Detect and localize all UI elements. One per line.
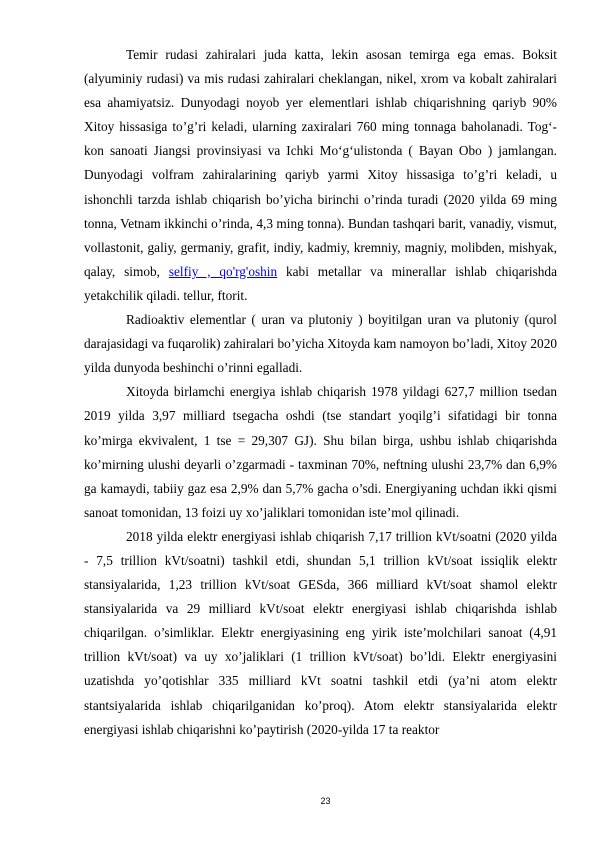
paragraph-3: Xitoyda birlamchi energiya ishlab chiqarish 1978 yildagi 627,7 million tsedan 2019 yilda 3,97 milliard tsegacha oshdi (tse standart yoqilg’i sifatidagi bir tonna ko’mirga ekvivalent, 1 tse = 29,307 GJ). Shu bilan birga, ushbu ishlab chiqarishda ko’mirning ulushi deyarli o’zgarmadi - taxminan 70%, neftning ulushi 23,7% dan 6,9% ga kamaydi, tabiiy gaz esa 2,9% dan 5,7% gacha o’sdi. Energiyaning uchdan ikki qismi sanoat tomonidan, 13 foizi uy xo’jaliklari tomonidan iste’mol qilinadi. [84, 384, 557, 520]
paragraph-1-text-before: Temir rudasi zahiralari juda katta, lekin asosan temirga ega emas. Boksit (alyuminiy rudasi) va mis rudasi zahiralari cheklangan, nikel, xrom va kobalt zahiralari esa ahamiyatsiz. Dunyodagi noyob yer elementlari ishlab chiqarishning qariyb 90% Xitoy hissasiga to’g’ri keladi, ularning zaxiralari 760 ming tonnaga baholanadi. Tog‘-kon sanoati Jiangsi provinsiyasi va Ichki Mo‘g‘ulistonda ( Bayan Obo ) jamlangan. Dunyodagi volfram zahiralarining qariyb yarmi Xitoy hissasiga to’g’ri keladi, u ishonchli tarzda ishlab chiqarish bo’yicha birinchi o’rinda turadi (2020 yilda 69 ming tonna, Vetnam ikkinchi o’rinda, 4,3 ming tonna). Bundan tashqari barit, vanadiy, vismut, vollastonit, galiy, germaniy, grafit, indiy, kadmiy, kremniy, magniy, molibden, mishyak, qalay, simob, [84, 47, 557, 279]
paragraph-1 [84, 43, 557, 308]
paragraph-1-text-after: kabi metallar va minerallar ishlab chiqarishda yetakchilik qiladi. tellur, ftorit. [84, 263, 557, 303]
paragraph-2: Radioaktiv elementlar ( uran va plutoniy ) boyitilgan uran va plutoniy (qurol darajasidagi va fuqarolik) zahiralari bo’yicha Xitoyda kam namoyon bo’ladi, Xitoy 2020 yilda dunyoda beshinchi o’rinni egalladi. [84, 312, 558, 376]
paragraph-4: 2018 yilda elektr energiyasi ishlab chiqarish 7,17 trillion kVt/soatni (2020 yilda - 7,5 trillion kVt/soatni) tashkil etdi, shundan 5,1 trillion kVt/soat issiqlik elektr stansiyalarida, 1,23 trillion kVt/soat GESda, 366 milliard kVt/soat shamol elektr stansiyalarida va 29 milliard kVt/soat elektr energiyasi ishlab chiqarishda ishlab chiqarilgan. o’simliklar. Elektr energiyasining eng yirik iste’molchilari sanoat (4,91 trillion kVt/soat) va uy xo’jaliklari (1 trillion kVt/soat) bo’ldi. Elektr energiyasini uzatishda yo’qotishlar 335 milliard kVt soatni tashkil etdi (ya’ni atom elektr stantsiyalarida ishlab chiqarilganidan ko’proq). Atom elektr stansiyalarida elektr energiyasi ishlab chiqarishni ko’paytirish (2020-yilda 17 ta reaktor [84, 528, 557, 737]
selfiy-qorgoshin-link[interactable]: selfiy , qo'rg'oshin [168, 263, 278, 279]
page-number: 23 [320, 796, 331, 806]
document-body [84, 43, 557, 742]
